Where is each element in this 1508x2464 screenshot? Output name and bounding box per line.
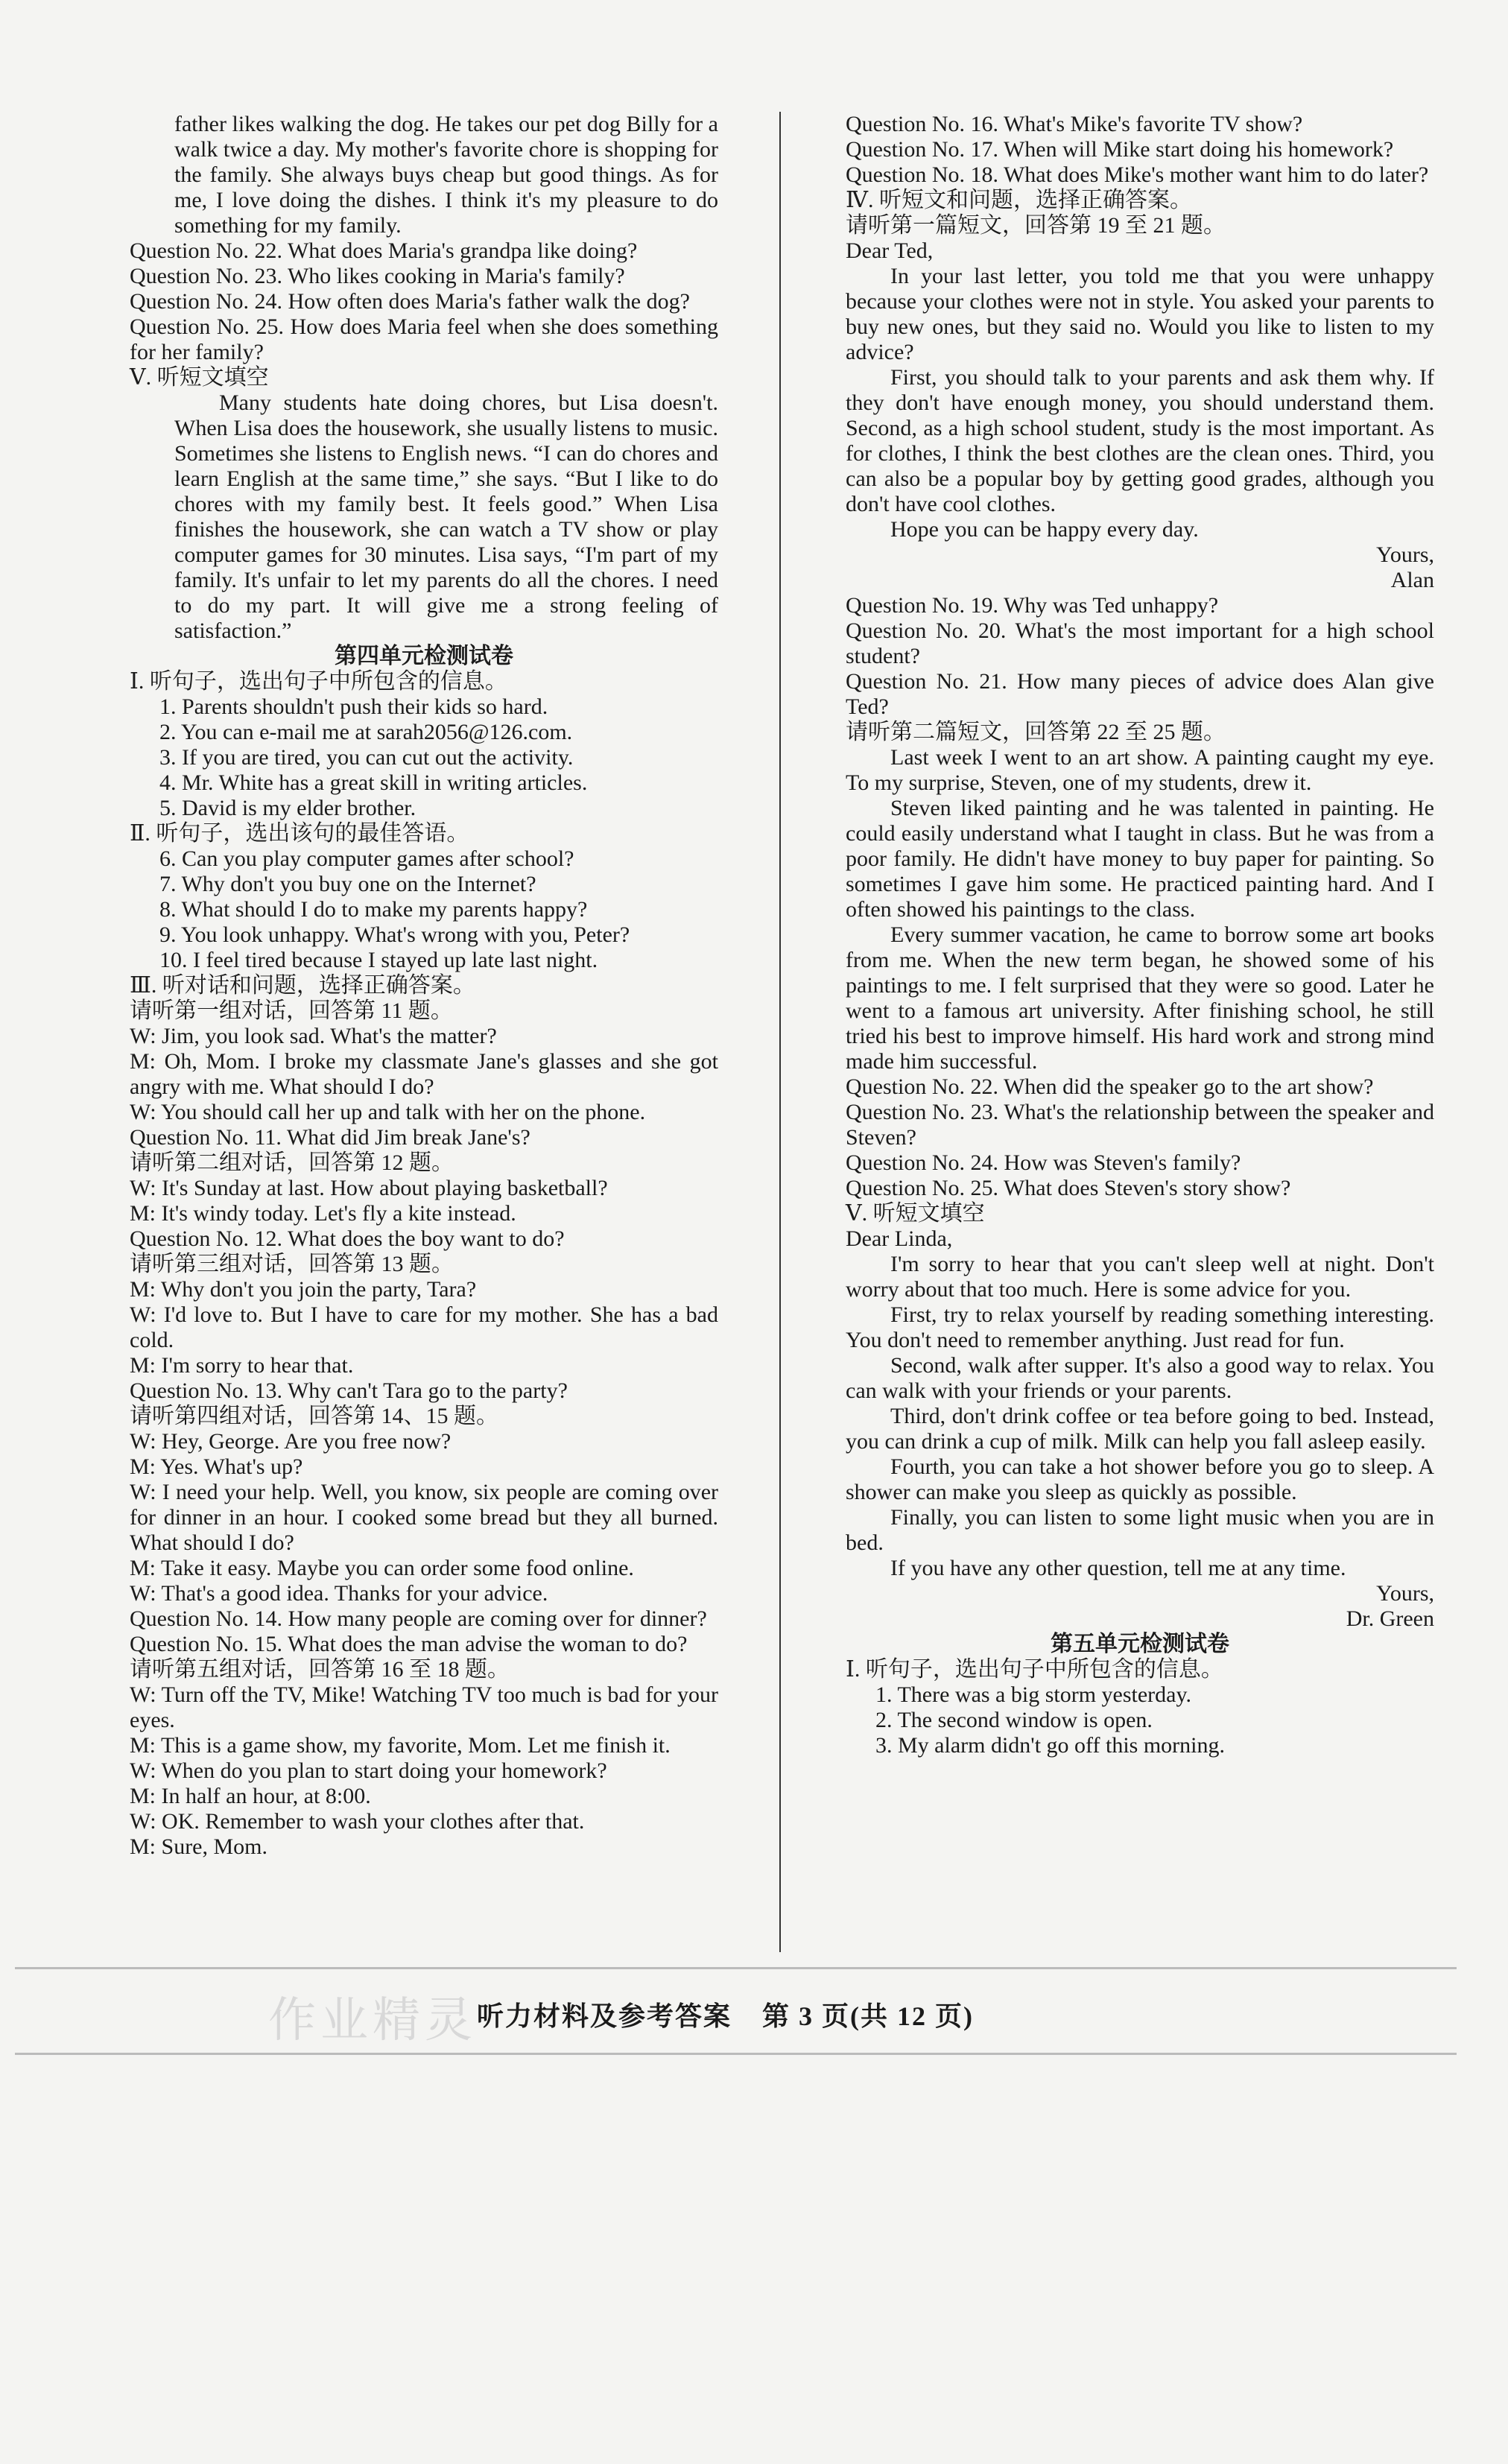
right-paragraph: Third, don't drink coffee or tea before going to bed. Instead, you can drink a cup of milk. Milk can help you fall asleep easily. <box>846 1404 1434 1454</box>
page-footer <box>477 1995 996 2033</box>
left-paragraph: 4. Mr. White has a great skill in writing articles. <box>159 770 588 795</box>
watermark: 作业精灵 <box>268 1993 477 2048</box>
right-paragraph: Question No. 23. What's the relationship between the speaker and Steven? <box>846 1100 1434 1150</box>
left-paragraph: Question No. 13. Why can't Tara go to the party? <box>130 1378 568 1403</box>
right-paragraph: First, you should talk to your parents and ask them why. If they don't have enough money, you should understand them. Second, as a high school student, study is the most important. As for clothes, I think the best clothes are the clean ones. Third, you can also be a popular boy by getting good grades, although you don't have cool clothes. <box>846 365 1434 516</box>
right-paragraph: Steven liked painting and he was talented in painting. He could easily understand what I taught in class. But he was from a poor family. He didn't have money to buy paper for painting. So sometimes I gave him some. He practiced painting hard. And I often showed his paintings to the class. <box>846 796 1434 922</box>
left-paragraph: M: In half an hour, at 8:00. <box>130 1784 371 1808</box>
left-paragraph: 1. Parents shouldn't push their kids so hard. <box>159 694 548 719</box>
left-paragraph: Many students hate doing chores, but Lisa doesn't. When Lisa does the housework, she usually listens to music. Sometimes she listens to English news. “I can do chores and learn English at the same time,” she says. “But I like to do chores with my family best. It feels good.” When Lisa finishes the housework, she can watch a TV show or play computer games for 30 minutes. Lisa says, “I'm part of my family. It's unfair to let my parents do all the chores. I need to do my part. It will give me a strong feeling of satisfaction.” <box>174 390 718 643</box>
right-paragraph: 2. The second window is open. <box>875 1708 1153 1732</box>
left-paragraph: W: Turn off the TV, Mike! Watching TV too much is bad for your eyes. <box>130 1682 718 1732</box>
left-paragraph: 10. I feel tired because I stayed up late last night. <box>159 948 598 972</box>
left-paragraph: 9. You look unhappy. What's wrong with you, Peter? <box>159 922 630 947</box>
right-paragraph: Dear Linda, <box>846 1226 953 1251</box>
right-paragraph: Question No. 17. When will Mike start doing his homework? <box>846 137 1394 162</box>
right-paragraph: Hope you can be happy every day. <box>890 517 1199 542</box>
left-paragraph: Question No. 22. What does Maria's grandpa like doing? <box>130 238 638 263</box>
right-paragraph: 1. There was a big storm yesterday. <box>875 1682 1192 1707</box>
left-paragraph: Ⅴ. 听短文填空 <box>130 365 269 390</box>
footer-rule-bottom <box>15 2053 1457 2055</box>
right-paragraph: Every summer vacation, he came to borrow some art books from me. When the new term began, he showed some of his paintings to me. I felt surprised that they were so good. Later he went to a famous art university. After finishing school, he still tried his best to improve himself. His hard work and strong mind made him successful. <box>846 922 1434 1074</box>
left-paragraph: W: I need your help. Well, you know, six people are coming over for dinner in an hour. I cooked some bread but they all burned. What should I do? <box>130 1480 718 1555</box>
left-paragraph: M: It's windy today. Let's fly a kite instead. <box>130 1201 516 1226</box>
left-paragraph: Ⅲ. 听对话和问题，选择正确答案。 <box>130 973 475 998</box>
left-paragraph: 2. You can e-mail me at sarah2056@126.com. <box>159 720 573 744</box>
right-paragraph: 第五单元检测试卷 <box>1051 1632 1229 1656</box>
right-paragraph: If you have any other question, tell me at any time. <box>890 1556 1346 1580</box>
left-paragraph: 8. What should I do to make my parents happy? <box>159 897 588 922</box>
right-paragraph: Dear Ted, <box>846 238 934 263</box>
left-paragraph: M: Sure, Mom. <box>130 1834 268 1859</box>
left-paragraph: W: You should call her up and talk with her on the phone. <box>130 1100 646 1124</box>
left-paragraph: M: I'm sorry to hear that. <box>130 1353 354 1378</box>
right-paragraph: I'm sorry to hear that you can't sleep well at night. Don't worry about that too much. Here is some advice for you. <box>846 1252 1434 1302</box>
left-paragraph: Question No. 23. Who likes cooking in Maria's family? <box>130 264 625 288</box>
right-paragraph: Yours, <box>1376 1581 1434 1606</box>
left-paragraph: Question No. 14. How many people are coming over for dinner? <box>130 1606 707 1631</box>
footer-title: 听力材料及参考答案 <box>477 2001 732 2031</box>
right-paragraph: 3. My alarm didn't go off this morning. <box>875 1733 1225 1758</box>
left-paragraph: Question No. 11. What did Jim break Jane's? <box>130 1125 530 1150</box>
left-paragraph: M: Oh, Mom. I broke my classmate Jane's glasses and she got angry with me. What should I do? <box>130 1049 718 1099</box>
left-paragraph: 请听第五组对话，回答第 16 至 18 题。 <box>130 1657 510 1682</box>
column-divider <box>779 112 781 1952</box>
right-paragraph: Last week I went to an art show. A painting caught my eye. To my surprise, Steven, one of my students, drew it. <box>846 745 1434 795</box>
left-paragraph: M: Why don't you join the party, Tara? <box>130 1277 477 1302</box>
left-paragraph: W: That's a good idea. Thanks for your advice. <box>130 1581 548 1606</box>
left-paragraph: father likes walking the dog. He takes our pet dog Billy for a walk twice a day. My mother's favorite chore is shopping for the family. She always buys cheap but good things. As for me, I love doing the dishes. I think it's my pleasure to do something for my family. <box>174 112 718 238</box>
right-paragraph: 请听第二篇短文，回答第 22 至 25 题。 <box>846 720 1226 744</box>
right-paragraph: Ⅴ. 听短文填空 <box>846 1201 985 1226</box>
left-paragraph: 7. Why don't you buy one on the Internet? <box>159 872 536 896</box>
left-paragraph: 请听第一组对话，回答第 11 题。 <box>130 998 453 1023</box>
left-paragraph: M: This is a game show, my favorite, Mom. Let me finish it. <box>130 1733 671 1758</box>
left-paragraph: W: Jim, you look sad. What's the matter? <box>130 1024 497 1048</box>
left-paragraph: 请听第二组对话，回答第 12 题。 <box>130 1150 454 1175</box>
left-paragraph: 3. If you are tired, you can cut out the activity. <box>159 745 574 770</box>
left-paragraph: W: It's Sunday at last. How about playing basketball? <box>130 1176 608 1200</box>
left-paragraph: W: Hey, George. Are you free now? <box>130 1429 452 1454</box>
left-paragraph: 第四单元检测试卷 <box>335 644 513 668</box>
right-paragraph: Finally, you can listen to some light music when you are in bed. <box>846 1505 1434 1555</box>
right-paragraph: Second, walk after supper. It's also a good way to relax. You can walk with your friends or your parents. <box>846 1353 1434 1403</box>
right-paragraph: Ⅰ. 听句子，选出句子中所包含的信息。 <box>846 1657 1223 1682</box>
right-paragraph: Question No. 22. When did the speaker go to the art show? <box>846 1074 1374 1099</box>
page-number: 第 3 页(共 12 页) <box>762 2001 974 2031</box>
left-paragraph: W: OK. Remember to wash your clothes after that. <box>130 1809 585 1834</box>
left-paragraph: W: I'd love to. But I have to care for my mother. She has a bad cold. <box>130 1302 718 1352</box>
right-paragraph: 请听第一篇短文，回答第 19 至 21 题。 <box>846 213 1226 238</box>
right-paragraph: Ⅳ. 听短文和问题，选择正确答案。 <box>846 188 1192 212</box>
right-paragraph: Fourth, you can take a hot shower before you go to sleep. A shower can make you sleep as quickly as possible. <box>846 1454 1434 1504</box>
left-paragraph: Ⅱ. 听句子，选出该句的最佳答语。 <box>130 821 469 846</box>
left-paragraph: Question No. 15. What does the man advise the woman to do? <box>130 1632 688 1656</box>
left-paragraph: M: Take it easy. Maybe you can order some food online. <box>130 1556 634 1580</box>
right-paragraph: Alan <box>1390 568 1434 592</box>
left-paragraph: 请听第四组对话，回答第 14、15 题。 <box>130 1404 498 1428</box>
left-paragraph: Ⅰ. 听句子，选出句子中所包含的信息。 <box>130 669 507 694</box>
right-paragraph: Question No. 18. What does Mike's mother want him to do later? <box>846 162 1429 187</box>
right-paragraph: Yours, <box>1376 542 1434 567</box>
right-paragraph: Question No. 16. What's Mike's favorite TV show? <box>846 112 1303 136</box>
right-paragraph: Question No. 20. What's the most important for a high school student? <box>846 618 1434 668</box>
left-paragraph: 6. Can you play computer games after school? <box>159 846 574 871</box>
right-paragraph: Question No. 25. What does Steven's story show? <box>846 1176 1291 1200</box>
right-paragraph: First, try to relax yourself by reading something interesting. You don't need to remember anything. Just read for fun. <box>846 1302 1434 1352</box>
right-column <box>846 112 1434 1758</box>
left-paragraph: W: When do you plan to start doing your homework? <box>130 1758 607 1783</box>
right-paragraph: Question No. 24. How was Steven's family? <box>846 1150 1241 1175</box>
left-paragraph: Question No. 24. How often does Maria's father walk the dog? <box>130 289 690 314</box>
left-paragraph: 请听第三组对话，回答第 13 题。 <box>130 1252 454 1276</box>
right-paragraph: Question No. 21. How many pieces of advice does Alan give Ted? <box>846 669 1434 719</box>
left-paragraph: 5. David is my elder brother. <box>159 796 416 820</box>
left-paragraph: Question No. 25. How does Maria feel when she does something for her family? <box>130 314 718 364</box>
left-column <box>130 112 718 1860</box>
right-paragraph: In your last letter, you told me that you were unhappy because your clothes were not in style. You asked your parents to buy new ones, but they said no. Would you like to listen to my advice? <box>846 264 1434 364</box>
right-paragraph: Dr. Green <box>1346 1606 1434 1631</box>
right-paragraph: Question No. 19. Why was Ted unhappy? <box>846 593 1219 618</box>
footer-rule-top <box>15 1967 1457 1969</box>
left-paragraph: M: Yes. What's up? <box>130 1454 303 1479</box>
left-paragraph: Question No. 12. What does the boy want to do? <box>130 1226 565 1251</box>
